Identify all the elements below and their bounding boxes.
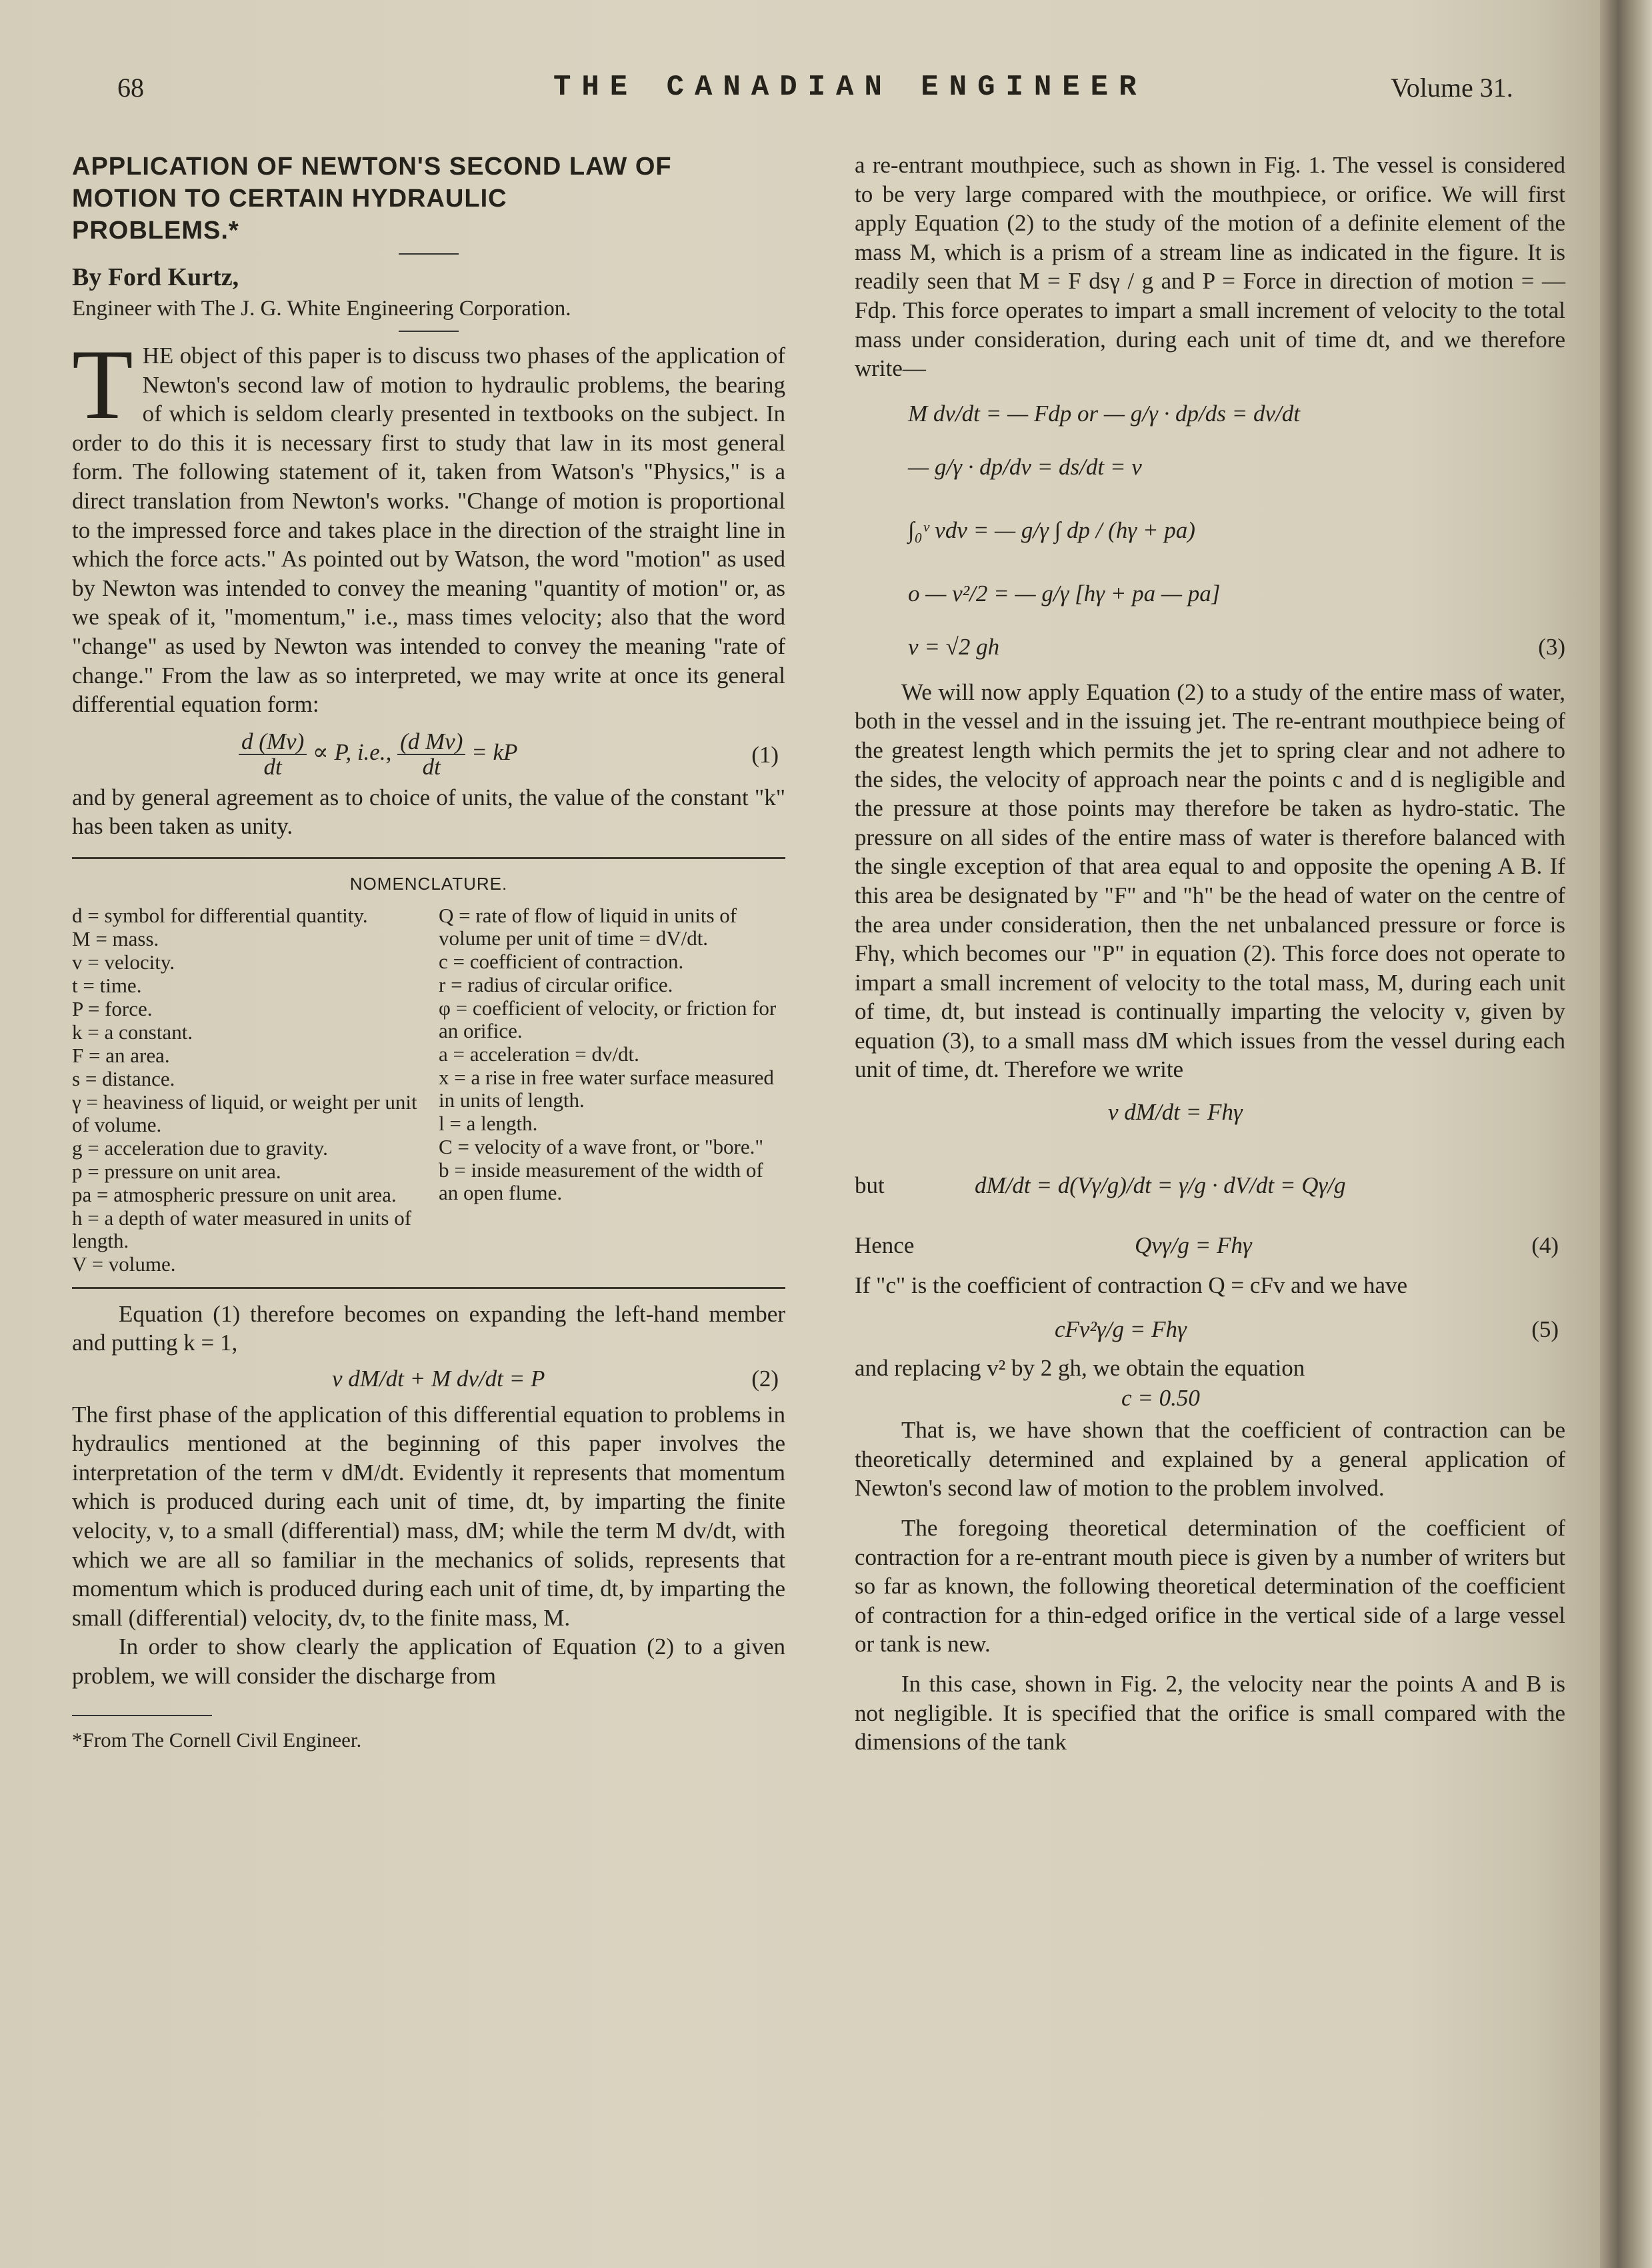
hence-label: Hence	[855, 1232, 915, 1259]
affiliation: Engineer with The J. G. White Engineering Corporation.	[72, 297, 571, 321]
nom-item: b = inside measurement of the width of an open flume.	[439, 1158, 763, 1204]
nom-item: pa = atmospheric pressure on unit area.	[72, 1182, 397, 1206]
equation-1	[72, 726, 785, 783]
eq1-den-a: dt	[263, 753, 282, 780]
nomenclature-left-column	[72, 904, 419, 1276]
equation-vdm	[855, 1084, 1565, 1138]
footnote: *From The Cornell Civil Engineer.	[72, 1727, 362, 1751]
derivation-line-4: o — v²/2 = — g/γ [hγ + pa — pa]	[908, 580, 1221, 606]
equation-c	[855, 1382, 1565, 1416]
eq1-den-b: dt	[422, 753, 441, 780]
derivation-line-1: M dv/dt = — Fdp or — g/γ · dp/ds = dv/dt	[908, 400, 1300, 427]
nom-item: l = a length.	[439, 1111, 538, 1135]
eq-vdm-text: v dM/dt = Fhγ	[1108, 1099, 1243, 1126]
eq1-number: (1)	[751, 741, 779, 768]
equation-5	[855, 1300, 1565, 1354]
author-divider	[399, 331, 459, 332]
eq5-number: (5)	[1531, 1316, 1559, 1342]
nomenclature-right-column	[439, 904, 785, 1276]
drop-cap: T	[72, 329, 133, 440]
eq4-text: Qvγ/g = Fhγ	[1135, 1232, 1252, 1259]
derivation-line-2: — g/γ · dp/dv = ds/dt = v	[908, 453, 1142, 480]
equation-but	[855, 1138, 1565, 1218]
nomenclature-table	[72, 904, 785, 1276]
eq2-text: v dM/dt + M dv/dt = P	[332, 1365, 545, 1392]
nom-item: C = velocity of a wave front, or "bore."	[439, 1134, 763, 1158]
author: By Ford Kurtz,	[72, 263, 239, 291]
right-paragraph-2: We will now apply Equation (2) to a study of the entire mass of water, both in the vessel and in the issuing jet. The re-entrant mouthpiece being of the greatest length which permits the jet to spring clear and not adhere to the sides, the velocity of approach near the points c and d is negligible and the pressure at those points may therefore be taken as hydro-static. The pressure on all sides of the entire mass of water is therefore balanced with the single exception of that area equal to and opposite the opening A B. If this area be designated by "F" and "h" be the head of water on the centre of the area under consideration, then the net unbalanced pressure or force is Fhγ, which becomes our "P" in equation (2). This force does not operate to impart a small increment of velocity to the total mass, M, during each unit of time, dt, but instead is continually imparting the velocity v, given by equation (3), to a small mass dM which issues from the vessel during each unit of time, dt. Therefore we write	[855, 678, 1565, 1083]
nom-item: g = acceleration due to gravity.	[72, 1136, 328, 1160]
nom-item: M = mass.	[72, 926, 159, 950]
right-paragraph-5: That is, we have shown that the coefficient of contraction can be theoretically determined and explained by a general application of Newton's second law of motion to the problem involved.	[855, 1417, 1565, 1502]
equation-4	[855, 1218, 1565, 1271]
equation-2	[72, 1358, 785, 1400]
nom-item: a = acceleration = dv/dt.	[439, 1042, 639, 1066]
nomenclature-bottom-rule	[72, 1287, 785, 1289]
nom-item: d = symbol for differential quantity.	[72, 903, 368, 927]
eq1-rhs: = kP	[471, 738, 518, 765]
nom-item: s = distance.	[72, 1066, 175, 1090]
nom-item: Q = rate of flow of liquid in units of volume per unit of time = dV/dt.	[439, 903, 737, 950]
nom-item: v = velocity.	[72, 950, 175, 974]
intro-paragraph	[72, 329, 785, 719]
order-paragraph: In order to show clearly the application of Equation (2) to a given problem, we will consider the discharge from	[72, 1634, 785, 1690]
eq2-number: (2)	[751, 1365, 779, 1392]
page-edge-shadow	[1600, 0, 1652, 2268]
eq-c-text: c = 0.50	[1121, 1385, 1200, 1412]
nom-item: k = a constant.	[72, 1020, 193, 1044]
article-title-line-1: APPLICATION OF NEWTON'S SECOND LAW OF	[72, 153, 672, 181]
nom-item: F = an area.	[72, 1043, 170, 1067]
right-paragraph-6: The foregoing theoretical determination of the coefficient of contraction for a re-entrant mouth piece is given by a number of writers but so far as known, the following theoretical determination of the coefficient of contraction for a thin-edged orifice in the vertical side of a large vessel or tank is new.	[855, 1515, 1565, 1658]
nom-item: V = volume.	[72, 1252, 176, 1276]
eq4-number: (4)	[1531, 1232, 1559, 1259]
nom-item: h = a depth of water measured in units of length.	[72, 1206, 412, 1252]
eq5-text: cFv²γ/g = Fhγ	[1055, 1316, 1187, 1342]
derivation-line-3: ∫₀ᵛ vdv = — g/γ ∫ dp / (hγ + pa)	[908, 517, 1195, 543]
right-paragraph-4: and replacing v² by 2 gh, we obtain the equation	[855, 1354, 1305, 1381]
nom-item: c = coefficient of contraction.	[439, 949, 684, 973]
intro-text: HE object of this paper is to discuss two phases of the application of Newton's second law of motion to hydraulic problems, the bearing of which is seldom clearly presented in textbooks on the subject. In order to do this it is necessary first to study that law in its most general form. The following statement of it, taken from Watson's "Physics," is a direct translation from Newton's works. "Change of motion is proportional to the impressed force and takes place in the direction of the straight line in which the force acts." As pointed out by Watson, the word "motion" as used by Newton was intended to convey the meaning "quantity of motion" or, as we speak of it, "momentum," i.e., mass times velocity; also that the word "change" as used by Newton was intended to convey the meaning "rate of change." From the law as so interpreted, we may write at once its general differential equation form:	[72, 343, 785, 718]
nomenclature-top-rule	[72, 857, 785, 859]
right-column	[855, 151, 1565, 1757]
title-divider	[399, 253, 459, 255]
but-label: but	[855, 1172, 885, 1199]
nom-item: γ = heaviness of liquid, or weight per unit of volume.	[72, 1090, 417, 1136]
nom-item: r = radius of circular orifice.	[439, 972, 673, 996]
first-phase-paragraph: The first phase of the application of this differential equation to problems in hydraulics mentioned at the beginning of this paper involves the interpretation of the term v dM/dt. Evidently it represents that momentum which is produced during each unit of time, dt, by imparting the finite velocity, v, to a small (differential) mass, dM; while the term M dv/dt, with which we are all so familiar in the mechanics of solids, represents that momentum which is produced during each unit of time, dt, by imparting the small (differential) velocity, dv, to the finite mass, M.	[72, 1401, 785, 1631]
nomenclature-title: NOMENCLATURE.	[349, 873, 508, 894]
article-title-line-2: MOTION TO CERTAIN HYDRAULIC	[72, 185, 507, 213]
left-column	[72, 151, 785, 1754]
eq3-number: (3)	[1538, 633, 1565, 660]
nom-item: p = pressure on unit area.	[72, 1159, 281, 1183]
nom-item: P = force.	[72, 996, 153, 1020]
right-paragraph-7: In this case, shown in Fig. 2, the velocity near the points A and B is not negligible. It is specified that the orifice is small compared with the dimensions of the tank	[855, 1671, 1565, 1755]
derivation-line-5	[908, 620, 1565, 674]
nom-item: x = a rise in free water surface measured in units of length.	[439, 1065, 774, 1112]
eq1-fraction-b	[397, 730, 465, 779]
eq1-num-b: (d Mv)	[397, 730, 465, 755]
eq2-intro-paragraph: Equation (1) therefore becomes on expanding the left-hand member and putting k = 1,	[72, 1300, 785, 1356]
eq1-fraction-a	[239, 730, 307, 779]
journal-title: THE CANADIAN ENGINEER	[553, 71, 1147, 104]
right-paragraph-1: a re-entrant mouthpiece, such as shown in Fig. 1. The vessel is considered to be very large compared with the mouthpiece, or orifice. We will first apply Equation (2) to the study of the motion of a definite element of the mass M, which is a prism of a stream line as indicated in the figure. It is readily seen that M = F dsγ / g and P = Force in direction of motion = — Fdp. This force operates to impart a small increment of velocity to the total mass under consideration, during each unit of time dt, and we therefore write—	[855, 152, 1565, 382]
right-paragraph-3: If "c" is the coefficient of contraction Q = cFv and we have	[855, 1272, 1408, 1299]
footnote-rule	[72, 1715, 212, 1716]
derivation-block	[908, 387, 1565, 674]
nom-item: t = time.	[72, 973, 142, 997]
volume-label: Volume 31.	[1391, 73, 1513, 103]
nom-item: φ = coefficient of velocity, or friction for an orifice.	[439, 996, 777, 1042]
eq1-middle: ∝ P, i.e.,	[313, 738, 392, 765]
after-eq1-paragraph: and by general agreement as to choice of units, the value of the constant "k" has been taken as unity.	[72, 784, 785, 840]
eq3-text: v = √2 gh	[908, 633, 1000, 660]
article-title-line-3: PROBLEMS.*	[72, 217, 239, 245]
eq1-num-a: d (Mv)	[239, 730, 307, 755]
page-number: 68	[117, 73, 144, 103]
eq-but-text: dM/dt = d(Vγ/g)/dt = γ/g · dV/dt = Qγ/g	[975, 1172, 1346, 1199]
